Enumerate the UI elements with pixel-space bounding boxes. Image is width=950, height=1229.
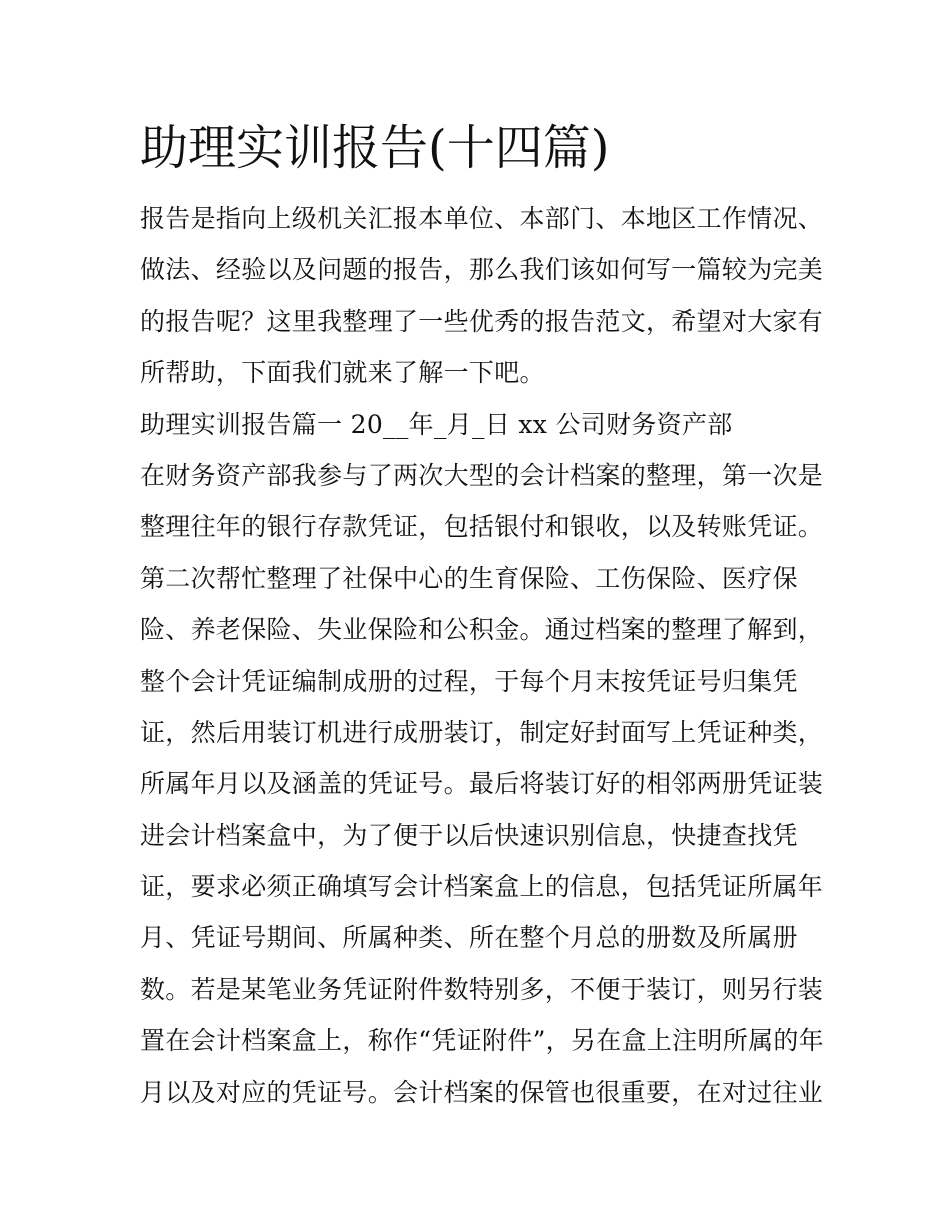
text-line: 的报告呢？这里我整理了一些优秀的报告范文，希望对大家有 bbox=[140, 306, 824, 336]
document-title: 助理实训报告(十四篇) bbox=[140, 120, 610, 176]
text-line: 在财务资产部我参与了两次大型的会计档案的整理，第一次是 bbox=[140, 460, 824, 490]
text-line: 证，要求必须正确填写会计档案盒上的信息，包括凭证所属年 bbox=[140, 872, 824, 902]
document-body bbox=[140, 201, 824, 1126]
text-line: 做法、经验以及问题的报告，那么我们该如何写一篇较为完美 bbox=[140, 255, 824, 285]
text-line: 报告是指向上级机关汇报本单位、本部门、本地区工作情况、 bbox=[140, 204, 824, 233]
text-line: 所属年月以及涵盖的凭证号。最后将装订好的相邻两册凭证装 bbox=[140, 769, 824, 799]
text-line: 进会计档案盒中，为了便于以后快速识别信息，快捷查找凭 bbox=[140, 820, 798, 850]
text-line: 月以及对应的凭证号。会计档案的保管也很重要，在对过往业 bbox=[140, 1077, 824, 1107]
text-line: 险、养老保险、失业保险和公积金。通过档案的整理了解到， bbox=[140, 615, 824, 645]
text-line: 整个会计凭证编制成册的过程，于每个月末按凭证号归集凭 bbox=[140, 666, 798, 696]
text-line: 所帮助，下面我们就来了解一下吧。 bbox=[140, 358, 545, 388]
text-line: 数。若是某笔业务凭证附件数特别多，不便于装订，则另行装 bbox=[140, 974, 824, 1004]
text-line: 置在会计档案盒上，称作“凭证附件”，另在盒上注明所属的年 bbox=[140, 1026, 824, 1056]
text-line: 月、凭证号期间、所属种类、所在整个月总的册数及所属册 bbox=[140, 923, 798, 953]
text-line: 第二次帮忙整理了社保中心的生育保险、工伤保险、医疗保 bbox=[140, 563, 798, 593]
text-line: 整理往年的银行存款凭证，包括银付和银收，以及转账凭证。 bbox=[140, 512, 824, 542]
text-line: 证，然后用装订机进行成册装订，制定好封面写上凭证种类， bbox=[140, 717, 824, 747]
text-line: 助理实训报告篇一 20__年_月_日 xx 公司财务资产部 bbox=[140, 409, 733, 439]
